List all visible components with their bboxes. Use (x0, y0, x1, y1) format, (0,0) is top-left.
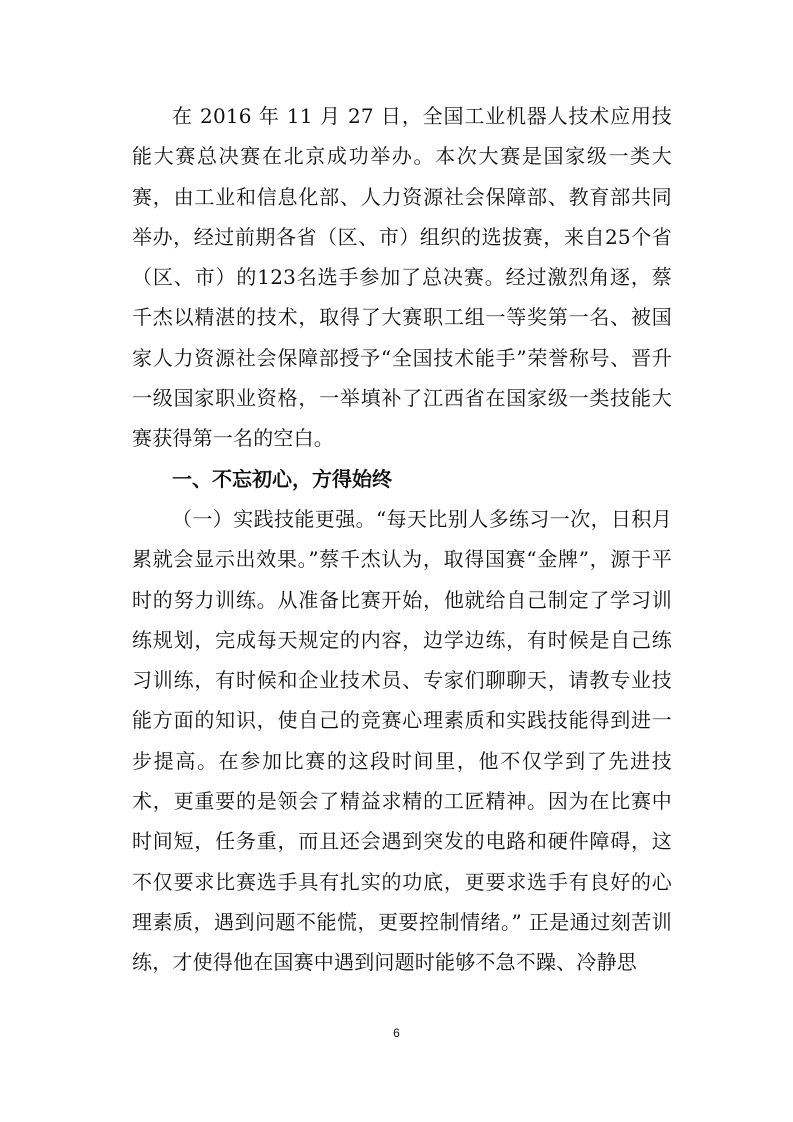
intro-paragraph: 在 2016 年 11 月 27 日，全国工业机器人技术应用技能大赛总决赛在北京成功举办。本次大赛是国家级一类大赛，由工业和信息化部、人力资源社会保障部、教育部共同举办，经过前期各省（区、市）组织的选拔赛，来自25个省（区、市）的123名选手参加了总决赛。经过激烈角逐，蔡千杰以精湛的技术，取得了大赛职工组一等奖第一名、被国家人力资源社会保障部授予“全国技术能手”荣誉称号、晋升一级国家职业资格，一举填补了江西省在国家级一类技能大赛获得第一名的空白。 (132, 104, 672, 451)
subsection-label: （一）实践技能更强。 (172, 506, 376, 531)
subsection-paragraph (132, 499, 672, 983)
document-body (132, 96, 672, 983)
subsection-body: “每天比别人多练习一次，日积月累就会显示出效果。”蔡千杰认为，取得国赛“金牌”，源于平时的努力训练。从准备比赛开始，他就给自己制定了学习训练规划，完成每天规定的内容，边学边练，有时候是自己练习训练，有时候和企业技术员、专家们聊聊天，请教专业技能方面的知识，使自己的竞赛心理素质和实践技能得到进一步提高。在参加比赛的这段时间里，他不仅学到了先进技术，更重要的是领会了精益求精的工匠精神。因为在比赛中时间短，任务重，而且还会遇到突发的电路和硬件障碍，这不仅要求比赛选手具有扎实的功底，更要求选手有良好的心理素质，遇到问题不能慌，更要控制情绪。” 正是通过刻苦训练，才使得他在国赛中遇到问题时能够不急不躁、冷静思 (132, 506, 673, 975)
page-number: 6 (393, 1026, 400, 1040)
section-heading: 一、不忘初心，方得始终 (172, 466, 392, 491)
